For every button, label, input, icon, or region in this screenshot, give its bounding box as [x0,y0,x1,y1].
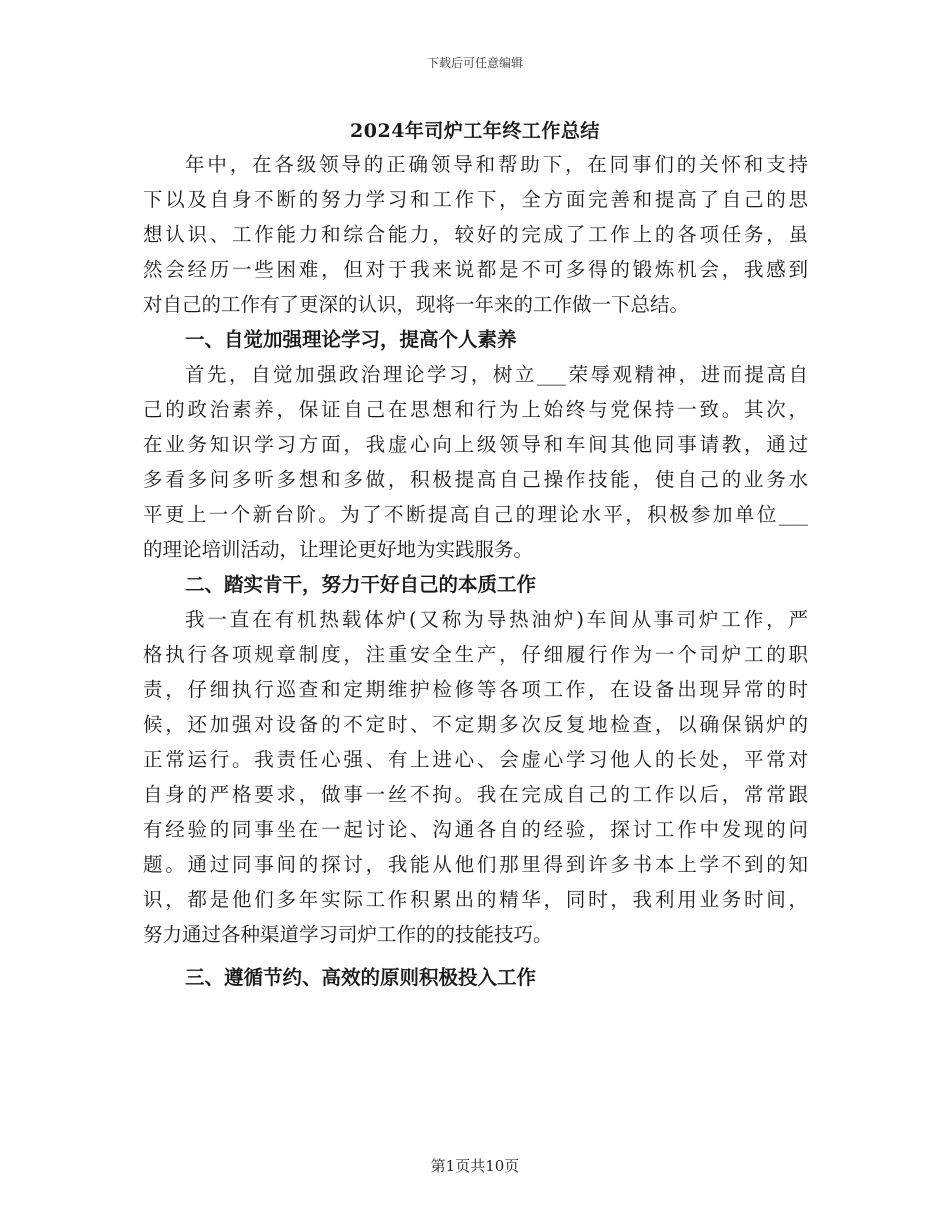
paragraph-line: 首先，自觉加强政治理论学习，树立___荣辱观精神，进而提高自 [185,363,808,386]
paragraph-line: 候，还加强对设备的不定时、不定期多次反复地检查，以确保锅炉的 [143,713,808,736]
paragraph-line: 有经验的同事坐在一起讨论、沟通各自的经验，探讨工作中发现的问 [143,818,808,841]
paragraph-line: 然会经历一些困难，但对于我来说都是不可多得的锻炼机会，我感到 [143,258,808,281]
paragraph-line: 努力通过各种渠道学习司炉工作的的技能技巧。 [143,923,553,946]
intro-paragraph [143,147,808,322]
header-note: 下载后可任意编辑 [426,56,523,70]
section-1-paragraph [143,357,808,567]
paragraph-line: 的理论培训活动，让理论更好地为实践服务。 [143,538,534,561]
paragraph-line: 正常运行。我责任心强、有上进心、会虚心学习他人的长处，平常对 [143,748,808,771]
paragraph-line: 己的政治素养，保证自己在思想和行为上始终与党保持一致。其次， [143,398,808,421]
paragraph-line: 题。通过同事间的探讨，我能从他们那里得到许多书本上学不到的知 [143,853,808,876]
section-heading-1: 一、自觉加强理论学习，提高个人素养 [185,328,517,351]
section-heading-3: 三、遵循节约、高效的原则积极投入工作 [185,966,537,989]
paragraph-line: 对自己的工作有了更深的认识，现将一年来的工作做一下总结。 [143,293,690,316]
paragraph-line: 识，都是他们多年实际工作积累出的精华，同时，我利用业务时间， [143,888,808,911]
paragraph-line: 格执行各项规章制度，注重安全生产，仔细履行作为一个司炉工的职 [143,643,808,666]
paragraph-line: 年中，在各级领导的正确领导和帮助下，在同事们的关怀和支持 [185,153,808,176]
page-number: 第1页共10页 [430,1157,520,1175]
paragraph-line: 责，仔细执行巡查和定期维护检修等各项工作，在设备出现异常的时 [143,678,808,701]
paragraph-line: 想认识、工作能力和综合能力，较好的完成了工作上的各项任务，虽 [143,223,808,246]
document-title: 2024年司炉工年终工作总结 [350,120,600,142]
paragraph-line: 在业务知识学习方面，我虚心向上级领导和车间其他同事请教，通过 [143,433,808,456]
paragraph-line: 下以及自身不断的努力学习和工作下，全方面完善和提高了自己的思 [143,188,808,211]
section-heading-2: 二、踏实肯干，努力干好自己的本质工作 [185,573,537,596]
section-2-paragraph [143,602,808,952]
document-body [143,147,808,1004]
paragraph-line: 多看多问多听多想和多做，积极提高自己操作技能，使自己的业务水 [143,468,808,491]
paragraph-line: 平更上一个新台阶。为了不断提高自己的理论水平，积极参加单位___ [143,503,808,526]
paragraph-line: 自身的严格要求，做事一丝不拘。我在完成自己的工作以后，常常跟 [143,783,808,806]
paragraph-line: 我一直在有机热载体炉(又称为导热油炉)车间从事司炉工作，严 [185,608,808,631]
